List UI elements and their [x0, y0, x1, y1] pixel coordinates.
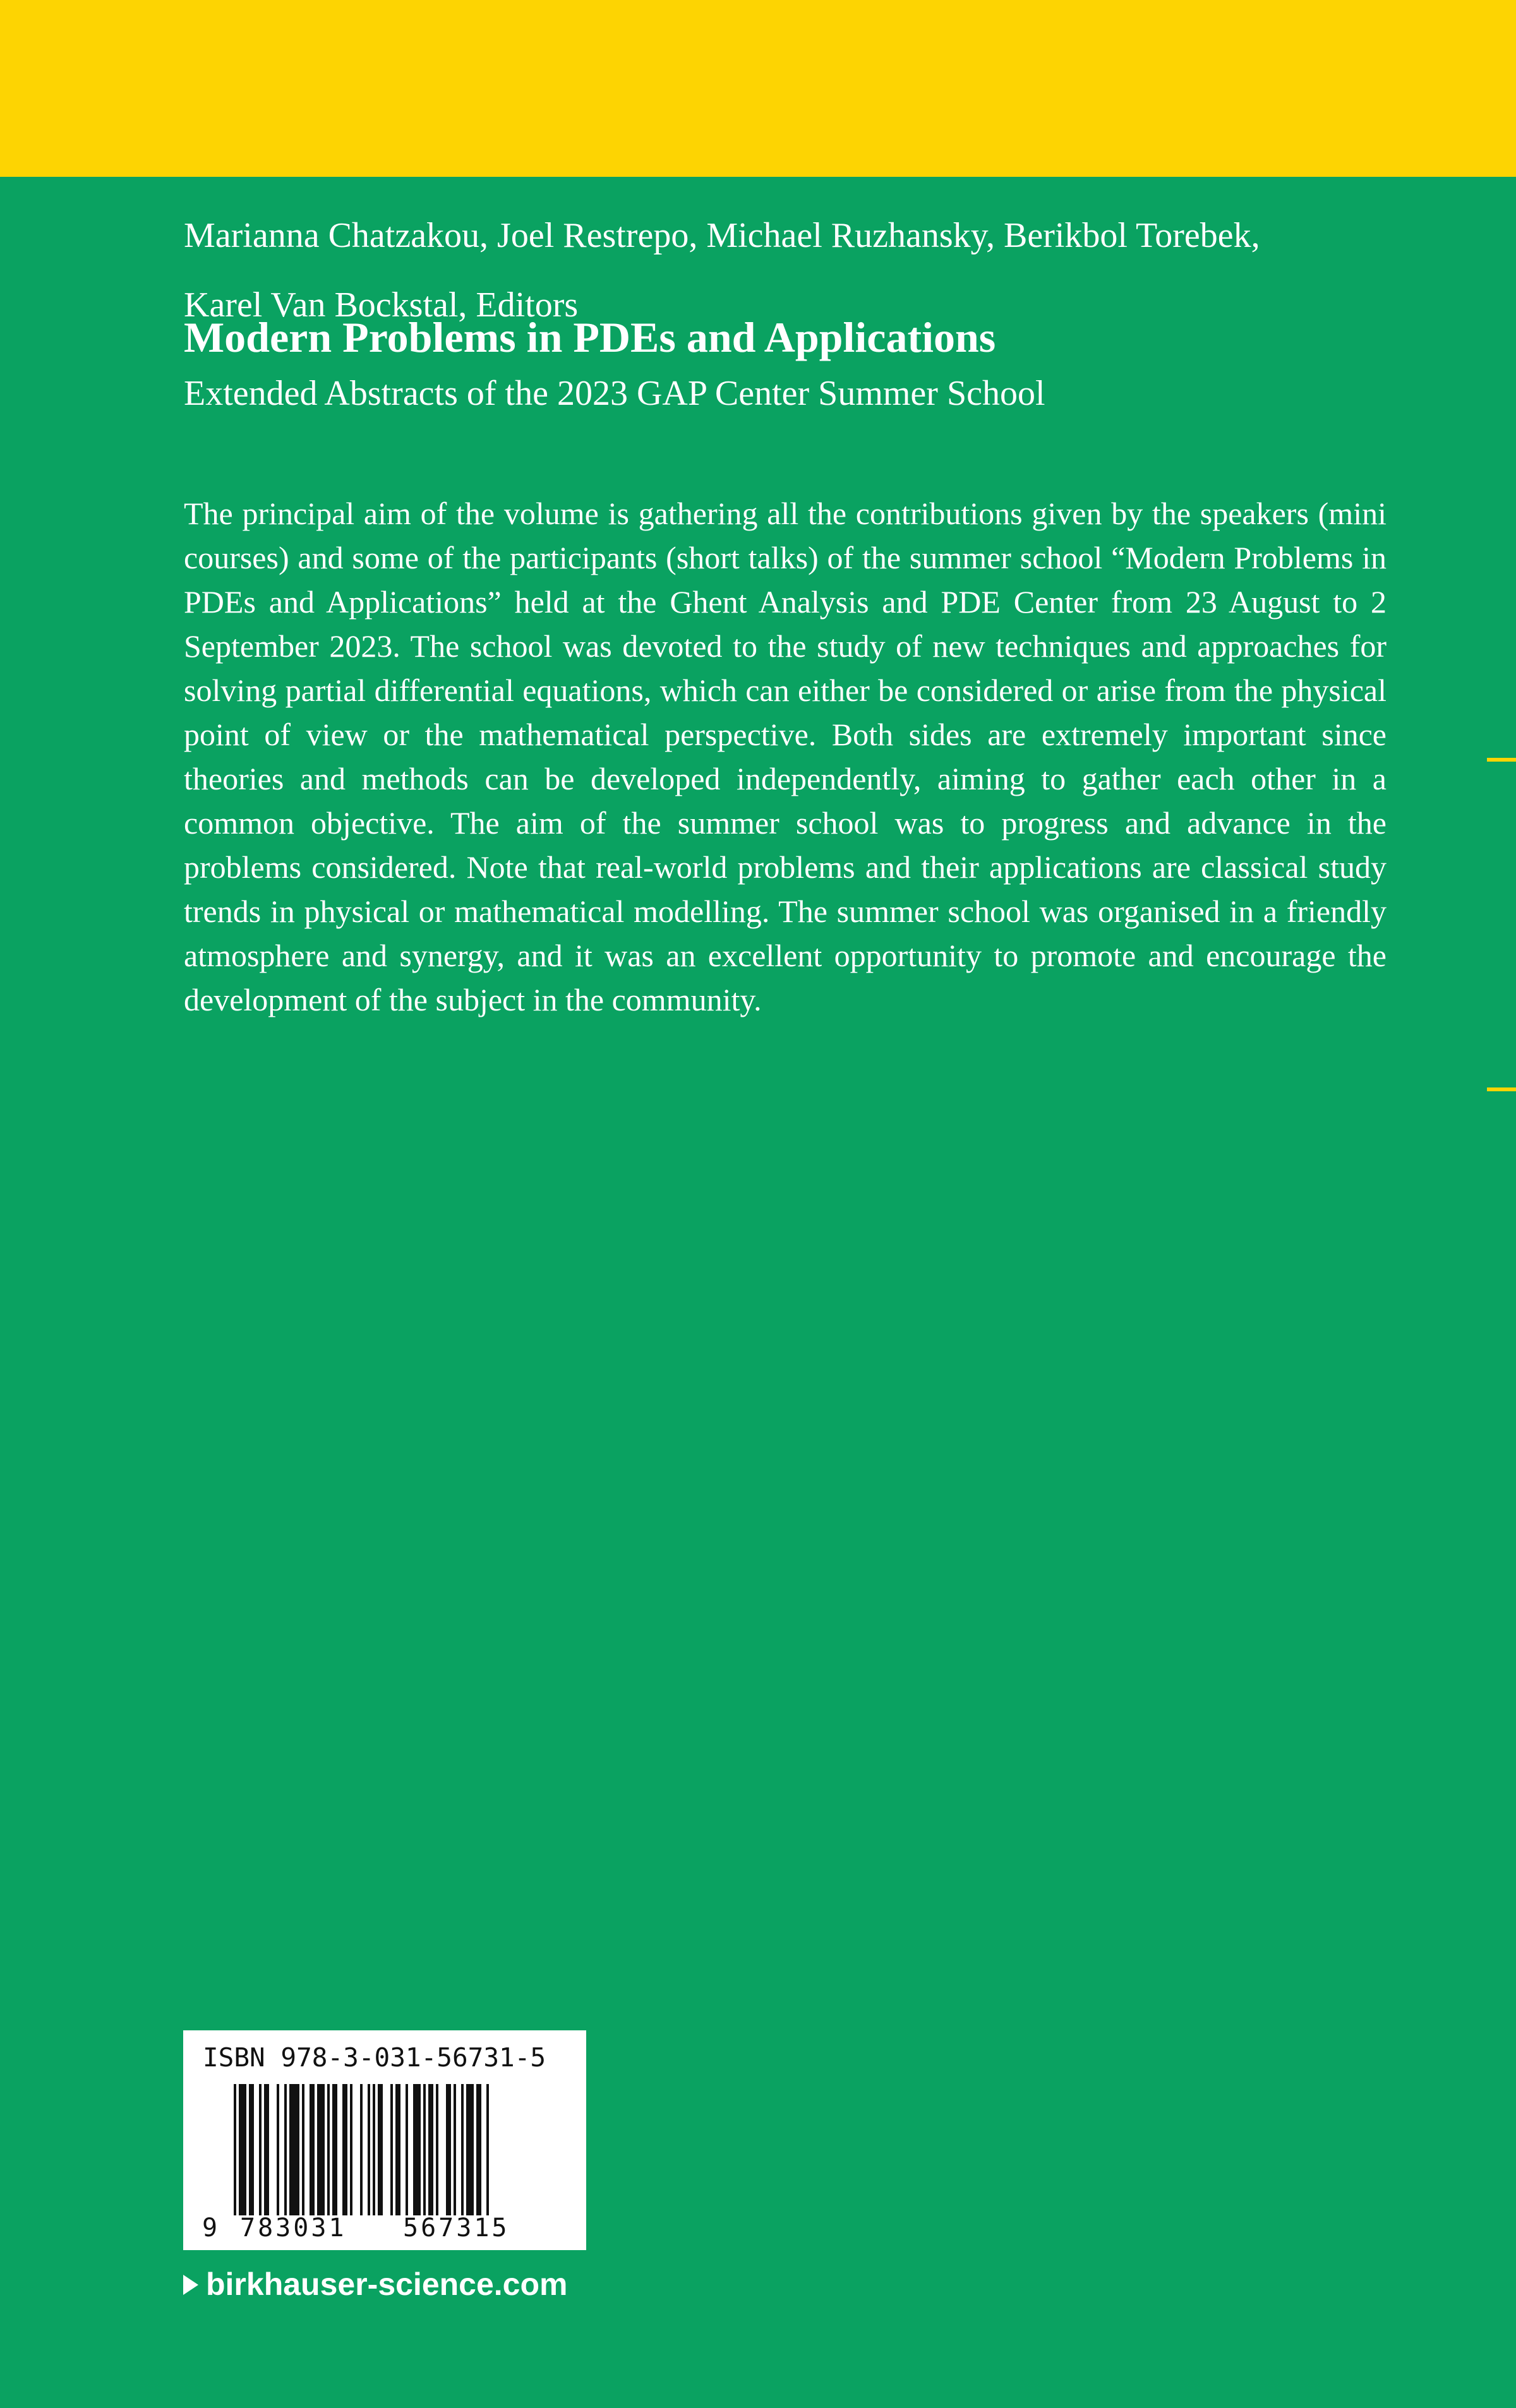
- barcode-bar: [378, 2084, 383, 2215]
- barcode-digit-lead: 9: [202, 2213, 218, 2243]
- barcode-bar: [395, 2084, 400, 2215]
- barcode-bar: [360, 2084, 363, 2215]
- barcode-bar: [413, 2084, 421, 2215]
- barcode-digits-left: 783031: [240, 2213, 347, 2243]
- editors-line-1: Marianna Chatzakou, Joel Restrepo, Michael Ruzhansky, Berikbol Torebek,: [184, 216, 1260, 255]
- barcode-bar: [446, 2084, 451, 2215]
- barcode-bar: [428, 2084, 433, 2215]
- barcode-bar: [259, 2084, 262, 2215]
- barcode-bar: [317, 2084, 325, 2215]
- barcode-bar: [486, 2084, 489, 2215]
- book-subtitle: Extended Abstracts of the 2023 GAP Center Summer School: [184, 374, 1045, 413]
- edge-tick-mark: [1487, 758, 1516, 762]
- barcode-bar: [302, 2084, 304, 2215]
- book-abstract: The principal aim of the volume is gathering all the contributions given by the speakers (mini courses) and some of the participants (short talks) of the summer school “Modern Problems in PDEs and Applications” held at the Ghent Analysis and PDE Center from 23 August to 2 September 2023. The school was devoted to the study of new techniques and approaches for solving partial differential equations, which can either be considered or arise from the physical point of view or the mathematical perspective. Both sides are extremely important since theories and methods can be developed independently, aiming to gather each other in a common objective. The aim of the summer school was to progress and advance in the problems considered. Note that real-world problems and their applications are classical study trends in physical or mathematical modelling. The summer school was organised in a friendly atmosphere and synergy, and it was an excellent opportunity to promote and encourage the development of the subject in the community.: [184, 496, 1387, 1017]
- barcode-bar: [423, 2084, 426, 2215]
- barcode-bar: [373, 2084, 375, 2215]
- barcode-bar: [390, 2084, 393, 2215]
- barcode-bars: [234, 2084, 562, 2215]
- barcode-bar: [368, 2084, 370, 2215]
- barcode-digits: [183, 2212, 586, 2244]
- book-title: Modern Problems in PDEs and Applications: [184, 313, 996, 361]
- play-arrow-icon: [183, 2275, 198, 2295]
- barcode-bar: [342, 2084, 347, 2215]
- barcode-bar: [454, 2084, 456, 2215]
- editors-line-2: Karel Van Bockstal, Editors: [184, 285, 579, 325]
- barcode-bar: [476, 2084, 481, 2215]
- barcode-digits-right: 567315: [403, 2213, 510, 2243]
- barcode-bar: [249, 2084, 254, 2215]
- barcode-bar: [277, 2084, 279, 2215]
- edge-tick-mark: [1487, 1087, 1516, 1091]
- barcode-bar: [239, 2084, 246, 2215]
- barcode-bar: [264, 2084, 269, 2215]
- barcode-bar: [289, 2084, 299, 2215]
- barcode-bar: [466, 2084, 474, 2215]
- top-yellow-band: [0, 0, 1516, 177]
- isbn-label: ISBN 978-3-031-56731-5: [203, 2042, 546, 2073]
- publisher-website-label: birkhauser-science.com: [206, 2267, 568, 2302]
- barcode-bar: [284, 2084, 287, 2215]
- isbn-barcode: [183, 2030, 586, 2250]
- barcode-bar: [332, 2084, 337, 2215]
- barcode-bar: [310, 2084, 315, 2215]
- barcode-bar: [327, 2084, 330, 2215]
- barcode-bar: [234, 2084, 236, 2215]
- barcode-bar: [350, 2084, 352, 2215]
- barcode-bar: [436, 2084, 438, 2215]
- barcode-bar: [406, 2084, 408, 2215]
- publisher-website[interactable]: [183, 2262, 568, 2306]
- barcode-bar: [461, 2084, 464, 2215]
